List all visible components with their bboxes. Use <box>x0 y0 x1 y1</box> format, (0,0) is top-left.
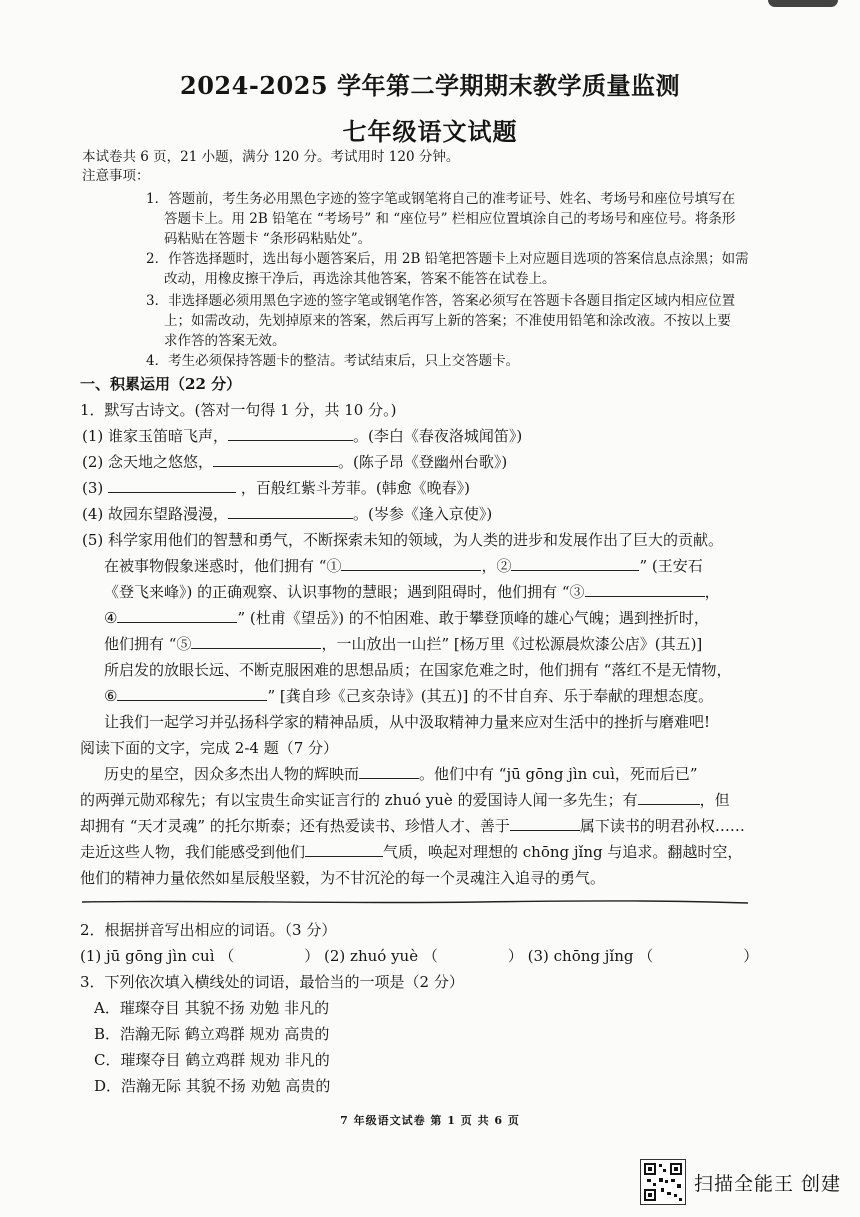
prompt-text: ⑥ <box>104 687 118 705</box>
option-b[interactable]: B．浩瀚无际 鹤立鸡群 规劝 高贵的 <box>94 1025 330 1043</box>
passage-text: 属下读书的明君孙权…… <box>579 817 745 835</box>
pinyin-prompt: ） (3) chōng jǐng （ <box>507 947 654 965</box>
answer-blank-2[interactable] <box>511 556 639 571</box>
notice-line: 4．考生必须保持答题卡的整洁。考试结束后，只上交答题卡。 <box>146 353 520 369</box>
passage-text: 的两弹元勋邓稼先；有以宝贵生命实证言行的 zhuó yuè 的爱国诗人闻一多先生；有 <box>80 791 638 809</box>
prompt-text: 《登飞来峰》) 的正确观察、认识事物的慧眼；遇到阻碍时，他们拥有 “③ <box>104 583 585 601</box>
prompt-text: 在被事物假象迷惑时，他们拥有 “① <box>104 557 342 575</box>
prompt-text: 。(李白《春夜洛城闻笛》) <box>353 427 523 445</box>
prompt-text: ，百般红紫斗芳菲。(韩愈《晚春》) <box>240 479 471 497</box>
passage-line <box>80 790 730 810</box>
notice-line: 1．答题前，考生务必用黑色字迹的签字笔或钢笔将自己的准考证号、姓名、考场号和座位号填写在 <box>146 191 736 207</box>
prompt-text: ，② <box>481 557 512 575</box>
passage-text: 却拥有 “天才灵魂” 的托尔斯泰；还有热爱读书、珍惜人才、善于 <box>80 817 510 835</box>
qr-code-icon <box>640 1159 686 1205</box>
question-1-3 <box>82 478 470 498</box>
question-1-5: (5) 科学家用他们的智慧和勇气，不断探索未知的领域，为人类的进步和发展作出了巨大的贡献。 <box>82 531 724 549</box>
page-footer: 7 年级语文试卷 第 1 页 共 6 页 <box>340 1114 520 1127</box>
question-1-5-line <box>104 634 702 654</box>
question-1-5-line: 所启发的放眼长远、不断克服困难的思想品质；在国家危难之时，他们拥有 “落红不是无情物， <box>104 661 732 679</box>
answer-blank[interactable] <box>213 452 338 467</box>
passage-text: 翻越时空， <box>667 843 743 861</box>
notice-line: 改动，用橡皮擦干净后，再选涂其他答案，答案不能答在试卷上。 <box>164 271 556 287</box>
answer-blank[interactable] <box>228 504 353 519</box>
prompt-text: (4) 故园东望路漫漫， <box>82 505 229 523</box>
prompt-text: 他们拥有 “⑤ <box>104 635 192 653</box>
prompt-text: ， <box>704 583 720 601</box>
handwritten-underline <box>80 899 750 905</box>
answer-blank-4[interactable] <box>117 608 237 623</box>
exam-title: 2024-2025 学年第二学期期末教学质量监测 <box>180 71 680 100</box>
question-3-stem: 3．下列依次填入横线处的词语，最恰当的一项是（2 分） <box>80 973 464 991</box>
prompt-text: 。(陈子昂《登幽州台歌》) <box>338 453 508 471</box>
passage-text: ，但 <box>699 791 730 809</box>
pinyin-prompt: ） <box>743 947 759 965</box>
passage-text: 走近这些人物，我们能感受到他们 <box>80 843 306 861</box>
notice-line: 求作答的答案无效。 <box>164 333 286 349</box>
passage-blank <box>510 816 580 831</box>
answer-blank-5[interactable] <box>191 634 321 649</box>
question-2-stem: 2．根据拼音写出相应的词语。（3 分） <box>80 921 337 939</box>
passage-line: 他们的精神力量依然如星辰般坚毅，为不甘沉沦的每一个灵魂注入追寻的勇气。 <box>80 869 606 887</box>
answer-blank-3[interactable] <box>585 582 705 597</box>
passage-text: 历史的星空，因众多杰出人物的辉映而 <box>104 765 360 783</box>
prompt-text: ” (杜甫《望岳》) 的不怕困难、敢于攀登顶峰的雄心气魄；遇到挫折时， <box>237 609 709 627</box>
passage-blank <box>359 764 419 779</box>
prompt-text: ④ <box>104 609 118 627</box>
passage-line <box>80 842 742 862</box>
option-c[interactable]: C．璀璨夺目 鹤立鸡群 规劝 非凡的 <box>94 1051 330 1069</box>
prompt-text: ，一山放出一山拦” [杨万里《过松源晨炊漆公店》(其五)] <box>321 635 703 653</box>
prompt-text: (1) 谁家玉笛暗飞声， <box>82 427 229 445</box>
answer-blank-6[interactable] <box>117 686 267 701</box>
reading-intro: 阅读下面的文字，完成 2-4 题（7 分） <box>80 739 339 757</box>
passage-blank <box>305 842 383 857</box>
passage-line <box>104 764 698 784</box>
watermark-text: 扫描全能王 创建 <box>694 1172 842 1195</box>
question-1-5-line <box>104 556 703 576</box>
section-heading: 一、积累运用（22 分） <box>80 375 242 393</box>
exam-intro: 本试卷共 6 页，21 小题，满分 120 分。考试用时 120 分钟。 <box>82 149 460 165</box>
prompt-text: ” [龚自珍《己亥杂诗》(其五)] 的不甘自弃、乐于奉献的理想态度。 <box>267 687 714 705</box>
notice-line: 答题卡上。用 2B 铅笔在 “考场号” 和 “座位号” 栏相应位置填涂自己的考场号和座位号。将条形 <box>164 211 736 227</box>
prompt-text: (2) 念天地之悠悠， <box>82 453 214 471</box>
passage-blank <box>638 790 700 805</box>
option-d[interactable]: D．浩瀚无际 其貌不扬 劝勉 高贵的 <box>94 1077 331 1095</box>
answer-blank-1[interactable] <box>341 556 481 571</box>
scan-artifact <box>768 0 838 7</box>
scanner-watermark <box>640 1160 841 1204</box>
option-a[interactable]: A．璀璨夺目 其貌不扬 劝勉 非凡的 <box>94 999 330 1017</box>
question-1-5-line <box>104 608 709 628</box>
notice-line: 2．作答选择题时，选出每小题答案后，用 2B 铅笔把答题卡上对应题目选项的答案信息点涂黑；如需 <box>146 251 749 267</box>
question-1-stem: 1．默写古诗文。(答对一句得 1 分，共 10 分。) <box>80 401 397 419</box>
prompt-text: ” (王安石 <box>639 557 703 575</box>
notice-line: 3．非选择题必须用黑色字迹的签字笔或钢笔作答，答案必须写在答题卡各题目指定区域内相应位置 <box>146 293 736 309</box>
prompt-text: (3) <box>82 479 104 497</box>
question-1-5-line <box>104 582 720 602</box>
notice-heading: 注意事项： <box>82 168 150 184</box>
passage-line <box>80 816 745 836</box>
pinyin-prompt: ） (2) zhuó yuè （ <box>304 947 438 965</box>
question-1-2 <box>82 452 507 472</box>
question-1-5-line: 让我们一起学习并弘扬科学家的精神品质，从中汲取精神力量来应对生活中的挫折与磨难吧! <box>104 713 711 731</box>
notice-line: 上；如需改动，先划掉原来的答案，然后再写上新的答案；不准使用铅笔和涂改液。不按以上要 <box>164 313 731 329</box>
answer-blank[interactable] <box>228 426 353 441</box>
passage-text: 气质，唤起对理想的 chōng jǐng 与追求。 <box>383 843 668 861</box>
passage-text: 。他们中有 “jū gōng jìn cuì，死而后已” <box>419 765 698 783</box>
answer-blank[interactable] <box>108 478 236 493</box>
pinyin-prompt: (1) jū gōng jìn cuì （ <box>80 947 235 965</box>
prompt-text: 。(岑参《逢入京使》) <box>353 505 493 523</box>
notice-line: 码粘贴在答题卡 “条形码粘贴处”。 <box>164 231 372 247</box>
question-2-answers <box>80 946 758 966</box>
exam-subtitle: 七年级语文试题 <box>342 117 518 146</box>
question-1-1 <box>82 426 522 446</box>
question-1-4 <box>82 504 492 524</box>
question-1-5-line <box>104 686 713 706</box>
